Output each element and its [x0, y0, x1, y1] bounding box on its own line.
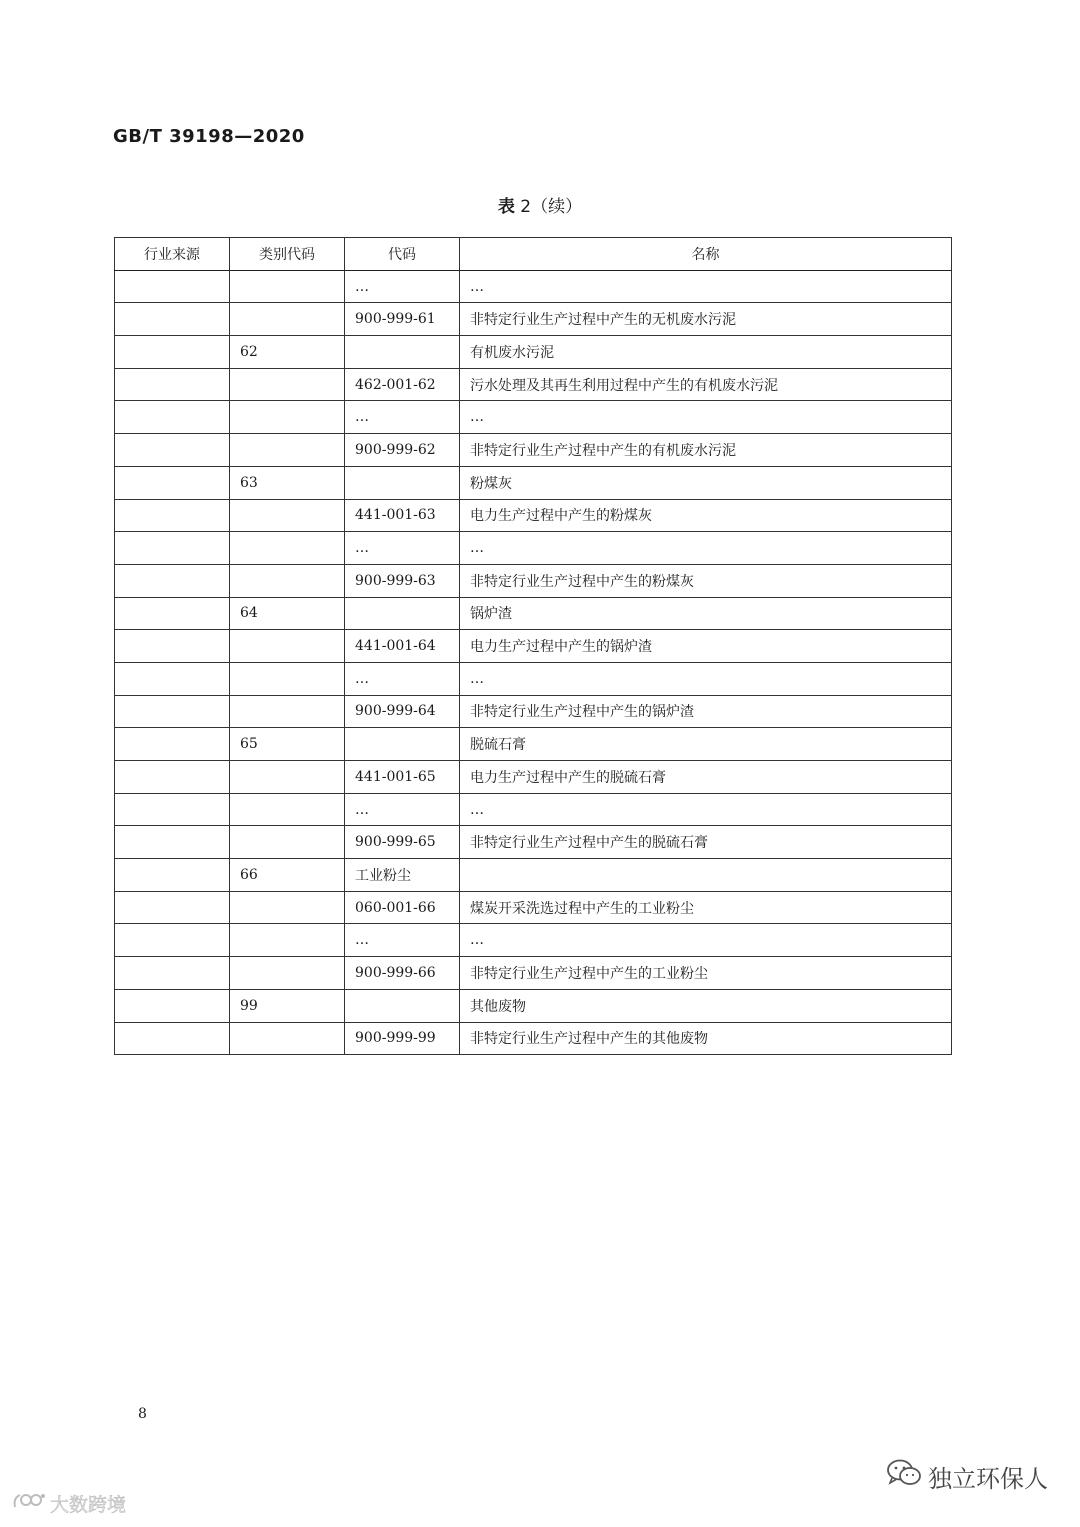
- cell-category-code: [230, 434, 345, 467]
- cell-category-code: [230, 270, 345, 303]
- cell-category-code: [230, 1022, 345, 1055]
- cell-name: 非特定行业生产过程中产生的其他废物: [460, 1022, 952, 1055]
- column-header-industry-source: 行业来源: [115, 238, 230, 271]
- cell-name: 电力生产过程中产生的粉煤灰: [460, 499, 952, 532]
- waste-code-table: [114, 237, 952, 1055]
- cell-name: …: [460, 401, 952, 434]
- cell-industry-source: [115, 434, 230, 467]
- table-row: [115, 499, 952, 532]
- cell-category-code: [230, 957, 345, 990]
- cell-code: …: [345, 924, 460, 957]
- table-row: [115, 826, 952, 859]
- table-row: [115, 630, 952, 663]
- cell-category-code: [230, 532, 345, 565]
- cell-industry-source: [115, 303, 230, 336]
- cell-code: 900-999-62: [345, 434, 460, 467]
- table-row: [115, 695, 952, 728]
- watermark-right-text: 独立环保人: [928, 1464, 1048, 1493]
- cell-industry-source: [115, 336, 230, 369]
- cell-code: 900-999-61: [345, 303, 460, 336]
- cell-industry-source: [115, 957, 230, 990]
- cell-industry-source: [115, 401, 230, 434]
- cell-industry-source: [115, 761, 230, 794]
- cell-name: …: [460, 270, 952, 303]
- table-row: [115, 532, 952, 565]
- table-row: [115, 564, 952, 597]
- page-number: 8: [138, 1406, 147, 1422]
- cell-code: 441-001-65: [345, 761, 460, 794]
- cell-name: 粉煤灰: [460, 466, 952, 499]
- table-row: [115, 466, 952, 499]
- cell-category-code: [230, 695, 345, 728]
- brand-logo-icon: [12, 1490, 46, 1517]
- table-header-row: [115, 238, 952, 271]
- table-title: [0, 192, 1080, 217]
- cell-industry-source: [115, 270, 230, 303]
- cell-category-code: 62: [230, 336, 345, 369]
- watermark-left: [12, 1490, 126, 1517]
- table-row: [115, 368, 952, 401]
- table-row: [115, 434, 952, 467]
- column-header-code: 代码: [345, 238, 460, 271]
- column-header-category-code: 类别代码: [230, 238, 345, 271]
- cell-industry-source: [115, 924, 230, 957]
- cell-name: 其他废物: [460, 989, 952, 1022]
- cell-code: 900-999-63: [345, 564, 460, 597]
- cell-category-code: [230, 630, 345, 663]
- cell-category-code: 64: [230, 597, 345, 630]
- cell-name: 污水处理及其再生利用过程中产生的有机废水污泥: [460, 368, 952, 401]
- cell-code: 441-001-63: [345, 499, 460, 532]
- column-header-name: 名称: [460, 238, 952, 271]
- cell-code: [345, 989, 460, 1022]
- cell-category-code: [230, 761, 345, 794]
- cell-category-code: [230, 401, 345, 434]
- cell-name: 非特定行业生产过程中产生的工业粉尘: [460, 957, 952, 990]
- cell-industry-source: [115, 597, 230, 630]
- cell-industry-source: [115, 793, 230, 826]
- cell-industry-source: [115, 826, 230, 859]
- table-row: [115, 336, 952, 369]
- cell-name: 非特定行业生产过程中产生的粉煤灰: [460, 564, 952, 597]
- cell-name: 非特定行业生产过程中产生的无机废水污泥: [460, 303, 952, 336]
- cell-name: 电力生产过程中产生的锅炉渣: [460, 630, 952, 663]
- cell-industry-source: [115, 728, 230, 761]
- cell-category-code: [230, 303, 345, 336]
- cell-name: 锅炉渣: [460, 597, 952, 630]
- cell-name: …: [460, 793, 952, 826]
- cell-name: 煤炭开采洗选过程中产生的工业粉尘: [460, 891, 952, 924]
- cell-name: 有机废水污泥: [460, 336, 952, 369]
- watermark-left-text: 大数跨境: [50, 1494, 127, 1516]
- cell-code: 900-999-99: [345, 1022, 460, 1055]
- watermark-right: [886, 1458, 1048, 1494]
- cell-category-code: [230, 891, 345, 924]
- cell-industry-source: [115, 859, 230, 892]
- cell-category-code: [230, 564, 345, 597]
- cell-code: 工业粉尘: [345, 859, 460, 892]
- cell-category-code: 63: [230, 466, 345, 499]
- cell-code: [345, 597, 460, 630]
- cell-code: 441-001-64: [345, 630, 460, 663]
- table-row: [115, 924, 952, 957]
- cell-industry-source: [115, 499, 230, 532]
- table-title-number: 2（续）: [514, 197, 583, 217]
- cell-code: …: [345, 532, 460, 565]
- cell-category-code: 66: [230, 859, 345, 892]
- cell-industry-source: [115, 630, 230, 663]
- table-row: [115, 728, 952, 761]
- cell-category-code: [230, 499, 345, 532]
- cell-category-code: [230, 662, 345, 695]
- cell-industry-source: [115, 368, 230, 401]
- cell-code: [345, 466, 460, 499]
- cell-industry-source: [115, 662, 230, 695]
- table-row: [115, 270, 952, 303]
- cell-code: 462-001-62: [345, 368, 460, 401]
- cell-name: 非特定行业生产过程中产生的脱硫石膏: [460, 826, 952, 859]
- cell-industry-source: [115, 695, 230, 728]
- cell-category-code: [230, 826, 345, 859]
- cell-name: 非特定行业生产过程中产生的有机废水污泥: [460, 434, 952, 467]
- cell-name: 脱硫石膏: [460, 728, 952, 761]
- cell-industry-source: [115, 564, 230, 597]
- cell-code: …: [345, 270, 460, 303]
- table-row: [115, 1022, 952, 1055]
- table-row: [115, 761, 952, 794]
- table-row: [115, 597, 952, 630]
- cell-industry-source: [115, 532, 230, 565]
- table-row: [115, 989, 952, 1022]
- cell-name: 非特定行业生产过程中产生的锅炉渣: [460, 695, 952, 728]
- cell-code: 900-999-64: [345, 695, 460, 728]
- cell-name: 电力生产过程中产生的脱硫石膏: [460, 761, 952, 794]
- cell-name: …: [460, 662, 952, 695]
- cell-name: …: [460, 924, 952, 957]
- cell-name: …: [460, 532, 952, 565]
- cell-industry-source: [115, 989, 230, 1022]
- table-row: [115, 401, 952, 434]
- table-body: [115, 270, 952, 1055]
- cell-category-code: 99: [230, 989, 345, 1022]
- cell-industry-source: [115, 1022, 230, 1055]
- table-row: [115, 662, 952, 695]
- cell-code: [345, 728, 460, 761]
- table-row: [115, 859, 952, 892]
- table-title-label: 表: [497, 197, 515, 217]
- wechat-icon: [886, 1458, 922, 1494]
- table-row: [115, 303, 952, 336]
- table-row: [115, 793, 952, 826]
- table-row: [115, 891, 952, 924]
- cell-code: 900-999-66: [345, 957, 460, 990]
- cell-code: …: [345, 401, 460, 434]
- cell-code: 900-999-65: [345, 826, 460, 859]
- cell-category-code: 65: [230, 728, 345, 761]
- cell-category-code: [230, 368, 345, 401]
- cell-name: [460, 859, 952, 892]
- cell-category-code: [230, 924, 345, 957]
- table-row: [115, 957, 952, 990]
- cell-code: …: [345, 662, 460, 695]
- cell-industry-source: [115, 466, 230, 499]
- cell-category-code: [230, 793, 345, 826]
- standard-code: GB/T 39198—2020: [113, 126, 305, 147]
- cell-code: …: [345, 793, 460, 826]
- cell-code: [345, 336, 460, 369]
- cell-industry-source: [115, 891, 230, 924]
- cell-code: 060-001-66: [345, 891, 460, 924]
